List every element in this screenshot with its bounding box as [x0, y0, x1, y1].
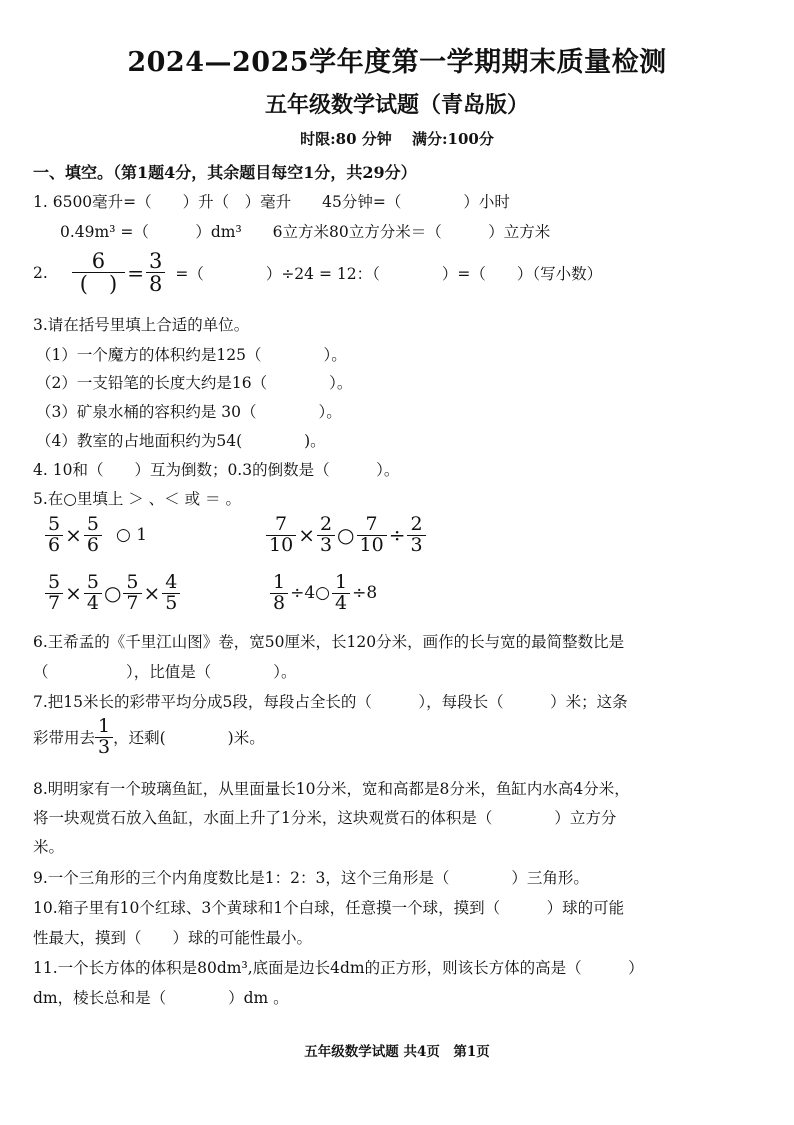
equals-sign: =	[127, 260, 144, 285]
comparison-circle[interactable]: ○	[337, 523, 355, 548]
fraction-denominator: 3	[317, 535, 335, 556]
question-11-line-2: dm，棱长总和是（ ）dm 。	[33, 989, 289, 1007]
comparison-tail: ÷8	[352, 583, 378, 604]
question-11-line-1: 11.一个长方体的体积是80dm³,底面是边长4dm的正方形，则该长方体的高是（ ）	[33, 959, 644, 977]
question-5-expr-4	[270, 573, 377, 614]
question-2-label: 2.	[33, 263, 48, 282]
fraction-numerator: 5	[48, 571, 61, 593]
fraction	[84, 515, 102, 556]
operator: ×	[65, 523, 82, 548]
operator: ×	[298, 523, 315, 548]
question-3-item: （1）一个魔方的体积约是125（ ）。	[36, 346, 347, 364]
question-3-item: （3）矿泉水桶的容积约是 30（ ）。	[36, 403, 342, 421]
fraction	[45, 573, 63, 614]
question-4: 4. 10和（ ）互为倒数；0.3的倒数是（ ）。	[33, 461, 400, 479]
fraction-denominator: 10	[266, 535, 296, 556]
fraction	[270, 573, 288, 614]
fraction-denominator: 7	[45, 593, 63, 614]
fraction	[266, 515, 296, 556]
fraction-numerator: 5	[48, 513, 61, 535]
page-title: 2024—2025学年度第一学期期末质量检测	[127, 47, 667, 78]
fraction-numerator: 7	[365, 513, 378, 535]
operator: ×	[143, 581, 161, 606]
page-subtitle: 五年级数学试题（青岛版）	[264, 92, 529, 118]
question-5-expr-1	[45, 515, 147, 556]
question-1-line-2: 0.49m³ =（ ）dm³ 6立方米80立方分米＝（ ）立方米	[60, 223, 551, 241]
question-5-expr-3	[45, 573, 180, 614]
question-8-line-2: 将一块观赏石放入鱼缸，水面上升了1分米，这块观赏石的体积是（ ）立方分	[33, 809, 617, 827]
question-8-line-3: 米。	[33, 838, 65, 856]
fraction	[84, 573, 102, 614]
fraction-numerator: 2	[319, 513, 333, 535]
question-6-line-2: （ ），比值是（ ）。	[33, 663, 297, 681]
fraction-denominator: ( )	[72, 272, 125, 295]
question-3-item: （2）一支铅笔的长度大约是16（ ）。	[36, 374, 353, 392]
fraction-denominator: 3	[407, 535, 425, 556]
fraction-numerator: 1	[98, 715, 111, 737]
fraction	[72, 250, 125, 295]
fraction-denominator: 6	[84, 535, 102, 556]
question-5-expr-2	[266, 515, 426, 556]
fraction-numerator: 1	[335, 571, 348, 593]
fraction	[162, 573, 180, 614]
fraction	[45, 515, 63, 556]
fraction-numerator: 1	[273, 571, 286, 593]
fraction-denominator: 8	[146, 272, 165, 295]
fraction-numerator: 5	[86, 571, 99, 593]
question-7-line-1: 7.把15米长的彩带平均分成5段，每段占全长的（ ），每段长（ ）米；这条	[33, 693, 628, 711]
fraction-numerator: 7	[275, 513, 288, 535]
fraction	[357, 515, 387, 556]
fraction-denominator: 6	[45, 535, 63, 556]
fraction-denominator: 8	[270, 593, 288, 614]
page-footer: 五年级数学试题 共4页 第1页	[304, 1044, 490, 1060]
fraction-denominator: 10	[357, 535, 387, 556]
fraction-denominator: 4	[84, 593, 102, 614]
fraction	[332, 573, 350, 614]
comparison-circle[interactable]: ○	[103, 581, 122, 606]
fraction	[317, 515, 335, 556]
question-9: 9.一个三角形的三个内角度数比是1：2：3，这个三角形是（ ）三角形。	[33, 869, 589, 887]
section-heading: 一、填空。（第1题4分，其余题目每空1分，共29分）	[33, 163, 417, 182]
question-5-stem: 5.在○里填上 ＞ 、＜ 或 ＝ 。	[33, 490, 241, 508]
fraction-numerator: 2	[410, 513, 423, 535]
question-10-line-1: 10.箱子里有10个红球、3个黄球和1个白球，任意摸一个球，摸到（ ）球的可能	[33, 899, 625, 917]
fraction-numerator: 6	[91, 249, 106, 273]
fraction	[123, 573, 141, 614]
question-3-stem: 3.请在括号里填上合适的单位。	[33, 316, 250, 334]
comparison-middle: ÷4○	[290, 583, 330, 604]
fraction-denominator: 3	[95, 737, 113, 758]
fraction-denominator: 7	[123, 593, 141, 614]
fraction-denominator: 4	[332, 593, 350, 614]
fraction-numerator: 4	[165, 571, 178, 593]
fraction	[407, 515, 425, 556]
fraction	[95, 717, 113, 758]
question-3-item: （4）教室的占地面积约为54( )。	[36, 432, 326, 450]
question-7-text-pre: 彩带用去	[33, 729, 96, 748]
question-1-line-1: 1. 6500毫升=（ ）升（ ）毫升 45分钟=（ ）小时	[33, 193, 510, 211]
time-limit: 时限:80 分钟 满分:100分	[300, 130, 494, 148]
question-6-line-1: 6.王希孟的《千里江山图》卷，宽50厘米，长120分米，画作的长与宽的最简整数比是	[33, 633, 625, 651]
operator: ×	[65, 581, 82, 606]
fraction	[146, 250, 165, 295]
question-7-line-2	[33, 717, 265, 758]
fraction-denominator: 5	[162, 593, 180, 614]
fraction-numerator: 5	[126, 571, 139, 593]
question-2-rest: =（ ）÷24 = 12：（ ）=（ ）（写小数）	[175, 264, 603, 283]
fraction-numerator: 5	[86, 513, 99, 535]
question-7-text-post: ，还剩( )米。	[113, 729, 265, 748]
operator: ÷	[388, 523, 406, 548]
question-2	[33, 250, 602, 295]
fraction-numerator: 3	[148, 249, 163, 273]
comparison-tail: ○ 1	[115, 525, 148, 546]
question-10-line-2: 性最大，摸到（ ）球的可能性最小。	[33, 929, 313, 947]
question-8-line-1: 8.明明家有一个玻璃鱼缸，从里面量长10分米，宽和高都是8分米，鱼缸内水高4分米，	[33, 780, 630, 798]
